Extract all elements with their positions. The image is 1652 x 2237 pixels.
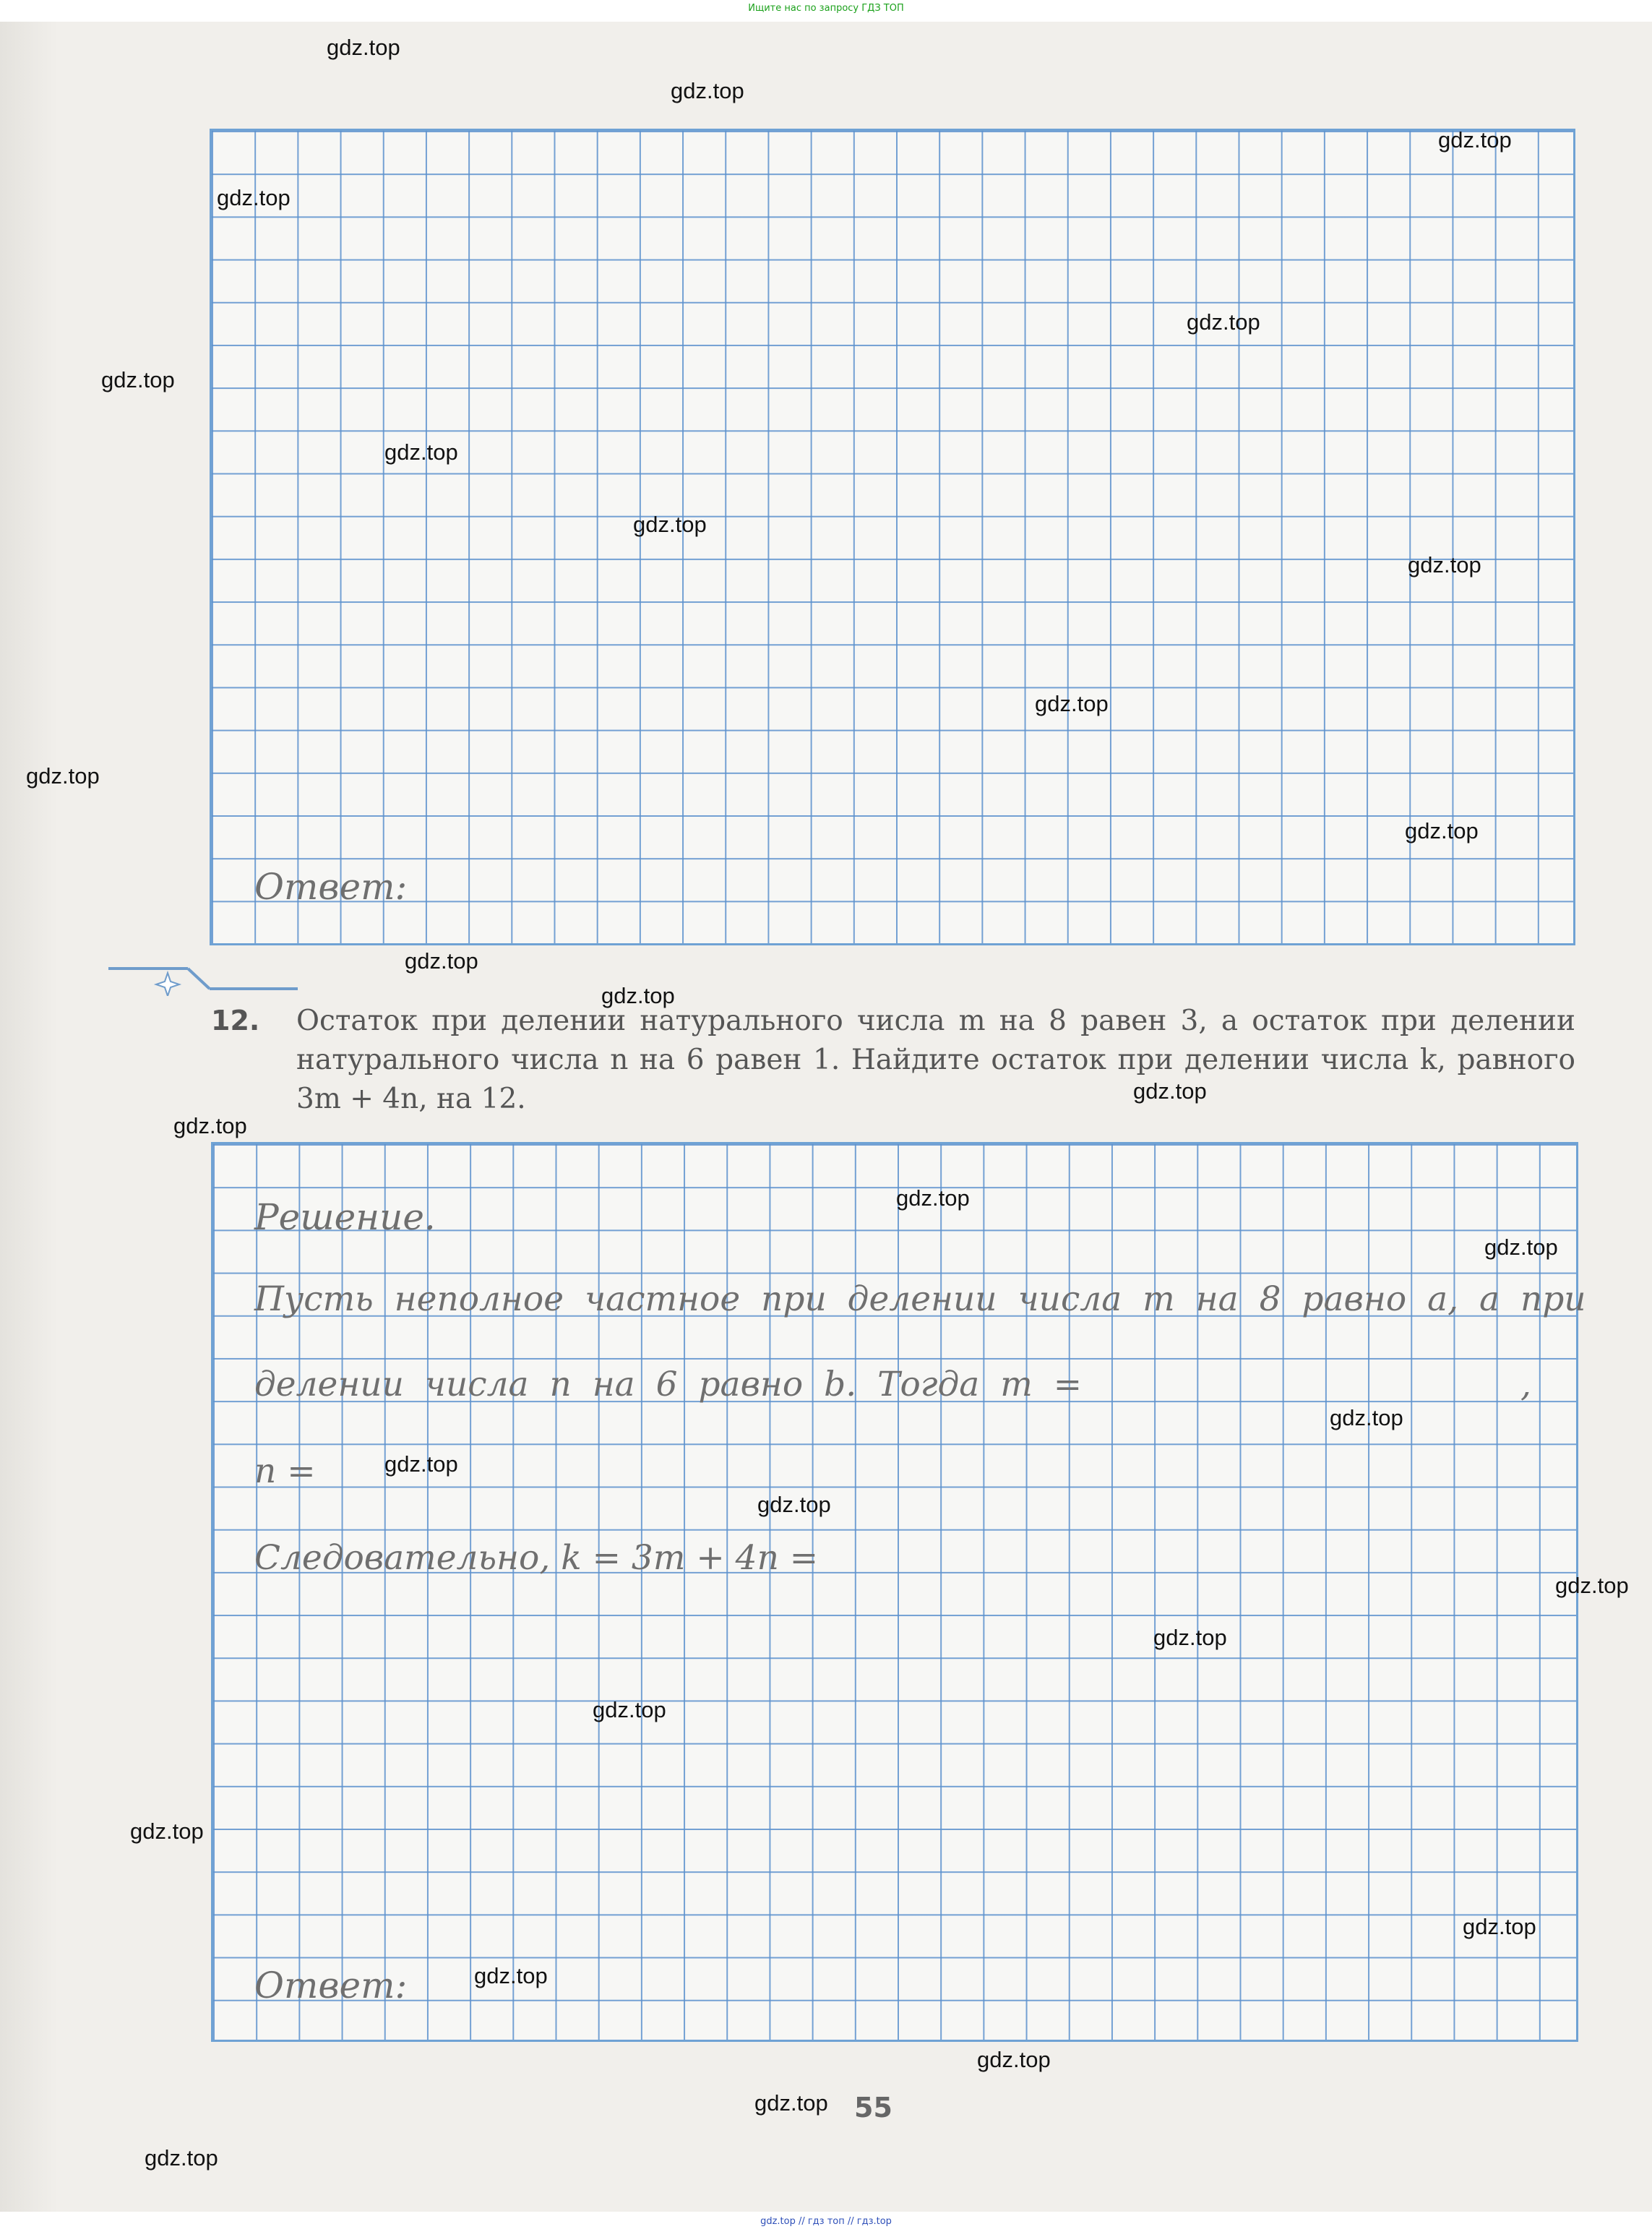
watermark: gdz.top	[173, 1113, 247, 1138]
watermark: gdz.top	[1035, 691, 1109, 716]
watermark: gdz.top	[1438, 127, 1512, 153]
watermark: gdz.top	[384, 439, 458, 465]
solution-title: Решение.	[254, 1196, 436, 1238]
watermark: gdz.top	[671, 78, 744, 103]
watermark: gdz.top	[474, 1963, 548, 1988]
watermark: gdz.top	[1555, 1573, 1629, 1598]
watermark: gdz.top	[384, 1451, 458, 1477]
watermark: gdz.top	[327, 35, 400, 60]
bottom-banner[interactable]: gdz.top // гдз топ // гдз.top	[760, 2216, 892, 2227]
solution-line-1: Пусть неполное частное при делении числа m на 8 равно a, а при	[254, 1279, 1586, 1319]
answer-label-top: Ответ:	[254, 866, 408, 908]
answer-label-bottom: Ответ:	[254, 1965, 408, 2006]
page-spine-shadow	[0, 22, 58, 2212]
page-number: 55	[854, 2092, 892, 2124]
solution-line-2-comma: ,	[1520, 1365, 1531, 1404]
watermark: gdz.top	[1133, 1078, 1207, 1104]
watermark: gdz.top	[593, 1697, 666, 1722]
problem-text: Остаток при делении натурального числа m на 8 равен 3, а остаток при делении натурального числа n на 6 равен 1. Найдите остаток при делении числа k, равного 3m + 4n, на 12.	[296, 1005, 1575, 1115]
watermark: gdz.top	[26, 763, 100, 789]
watermark: gdz.top	[1408, 552, 1481, 578]
watermark: gdz.top	[130, 1819, 204, 1844]
watermark: gdz.top	[101, 367, 175, 392]
solution-line-2: делении числа n на 6 равно b. Тогда m =	[254, 1365, 1083, 1404]
section-divider	[108, 960, 304, 996]
answer-grid-top	[210, 129, 1575, 945]
watermark: gdz.top	[1405, 818, 1479, 843]
solution-grid	[211, 1142, 1578, 2042]
watermark: gdz.top	[145, 2145, 218, 2171]
watermark: gdz.top	[896, 1185, 970, 1211]
watermark: gdz.top	[754, 2090, 828, 2116]
top-banner[interactable]: Ищите нас по запросу ГДЗ ТОП	[748, 3, 904, 14]
watermark: gdz.top	[601, 983, 675, 1008]
watermark: gdz.top	[757, 1492, 831, 1517]
watermark: gdz.top	[1153, 1625, 1227, 1650]
watermark: gdz.top	[977, 2047, 1051, 2072]
solution-line-4: Следовательно, k = 3m + 4n =	[254, 1538, 819, 1578]
star-icon	[156, 973, 179, 996]
watermark: gdz.top	[1330, 1405, 1403, 1430]
watermark: gdz.top	[217, 185, 291, 210]
watermark: gdz.top	[1187, 309, 1260, 335]
watermark: gdz.top	[633, 512, 707, 537]
watermark: gdz.top	[1463, 1914, 1536, 1939]
watermark: gdz.top	[405, 948, 478, 974]
watermark: gdz.top	[1484, 1235, 1558, 1260]
solution-line-3: n =	[254, 1451, 316, 1491]
problem-number: 12.	[211, 1005, 260, 1036]
